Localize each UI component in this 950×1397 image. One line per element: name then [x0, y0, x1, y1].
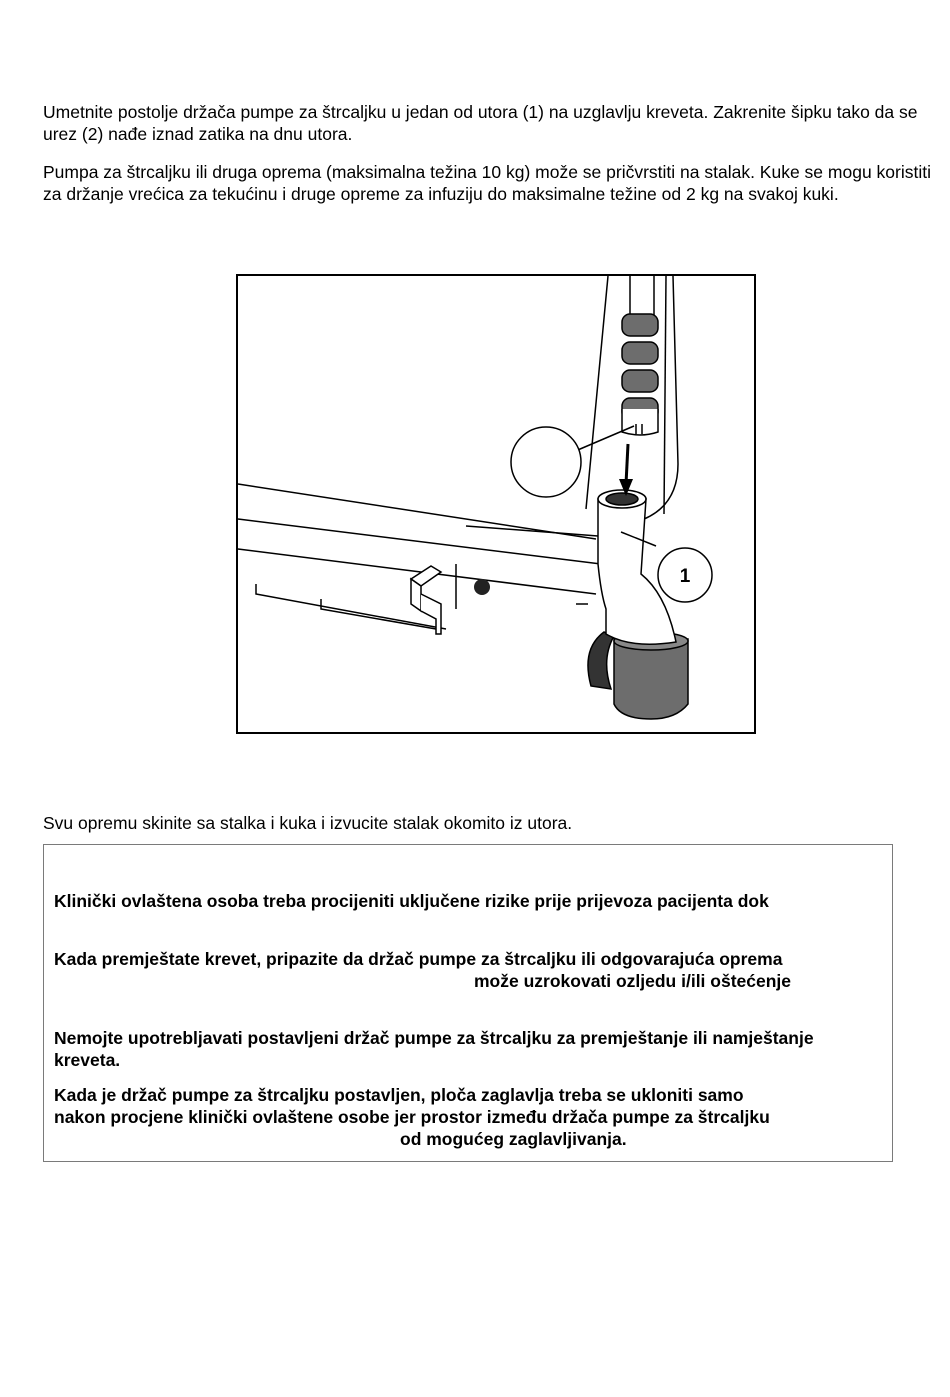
syringe-pump-holder-illustration — [236, 274, 756, 734]
warning-headboard-line2: nakon procjene klinički ovlaštene osobe jer prostor između držača pumpe za štrcaljku — [54, 1107, 770, 1127]
warning-no-pushing: Nemojte upotrebljavati postavljeni držač pumpe za štrcaljku za premještanje ili namještanje kreveta. — [54, 1028, 814, 1070]
instruction-paragraph-load: Pumpa za štrcaljku ili druga oprema (maksimalna težina 10 kg) može se pričvrstiti na stalak. Kuke se mogu koristiti za držanje vrećica za tekućinu i druge opreme za infuziju do maksimalne težine od 2 kg na svakoj kuki. — [43, 162, 931, 204]
warning-moving-bed-line2: može uzrokovati ozljedu i/ili oštećenje — [474, 971, 792, 991]
callout-2-circle — [511, 427, 581, 497]
warning-headboard-line3: od mogućeg zaglavljivanja. — [400, 1129, 627, 1149]
callout-1-label: 1 — [679, 566, 691, 587]
warning-moving-bed — [54, 948, 889, 992]
knob-icon — [474, 579, 490, 595]
instruction-paragraph-insert: Umetnite postolje držača pumpe za štrcaljku u jedan od utora (1) na uzglavlju kreveta. Zakrenite šipku tako da se urez (2) nađe iznad zatika na dnu utora. — [43, 102, 918, 144]
warning-moving-bed-line1: Kada premještate krevet, pripazite da držač pumpe za štrcaljku ili odgovarajuća oprema — [54, 949, 783, 969]
warning-box — [43, 844, 893, 1162]
warning-risk-assessment: Klinički ovlaštena osoba treba procijeniti uključene rizike prije prijevoza pacijenta dok — [54, 891, 769, 911]
instruction-paragraph-remove: Svu opremu skinite sa stalka i kuka i izvucite stalak okomito iz utora. — [43, 813, 573, 833]
warning-headboard-line1: Kada je držač pumpe za štrcaljku postavljen, ploča zaglavlja treba se ukloniti samo — [54, 1085, 744, 1105]
warning-headboard — [54, 1084, 889, 1150]
